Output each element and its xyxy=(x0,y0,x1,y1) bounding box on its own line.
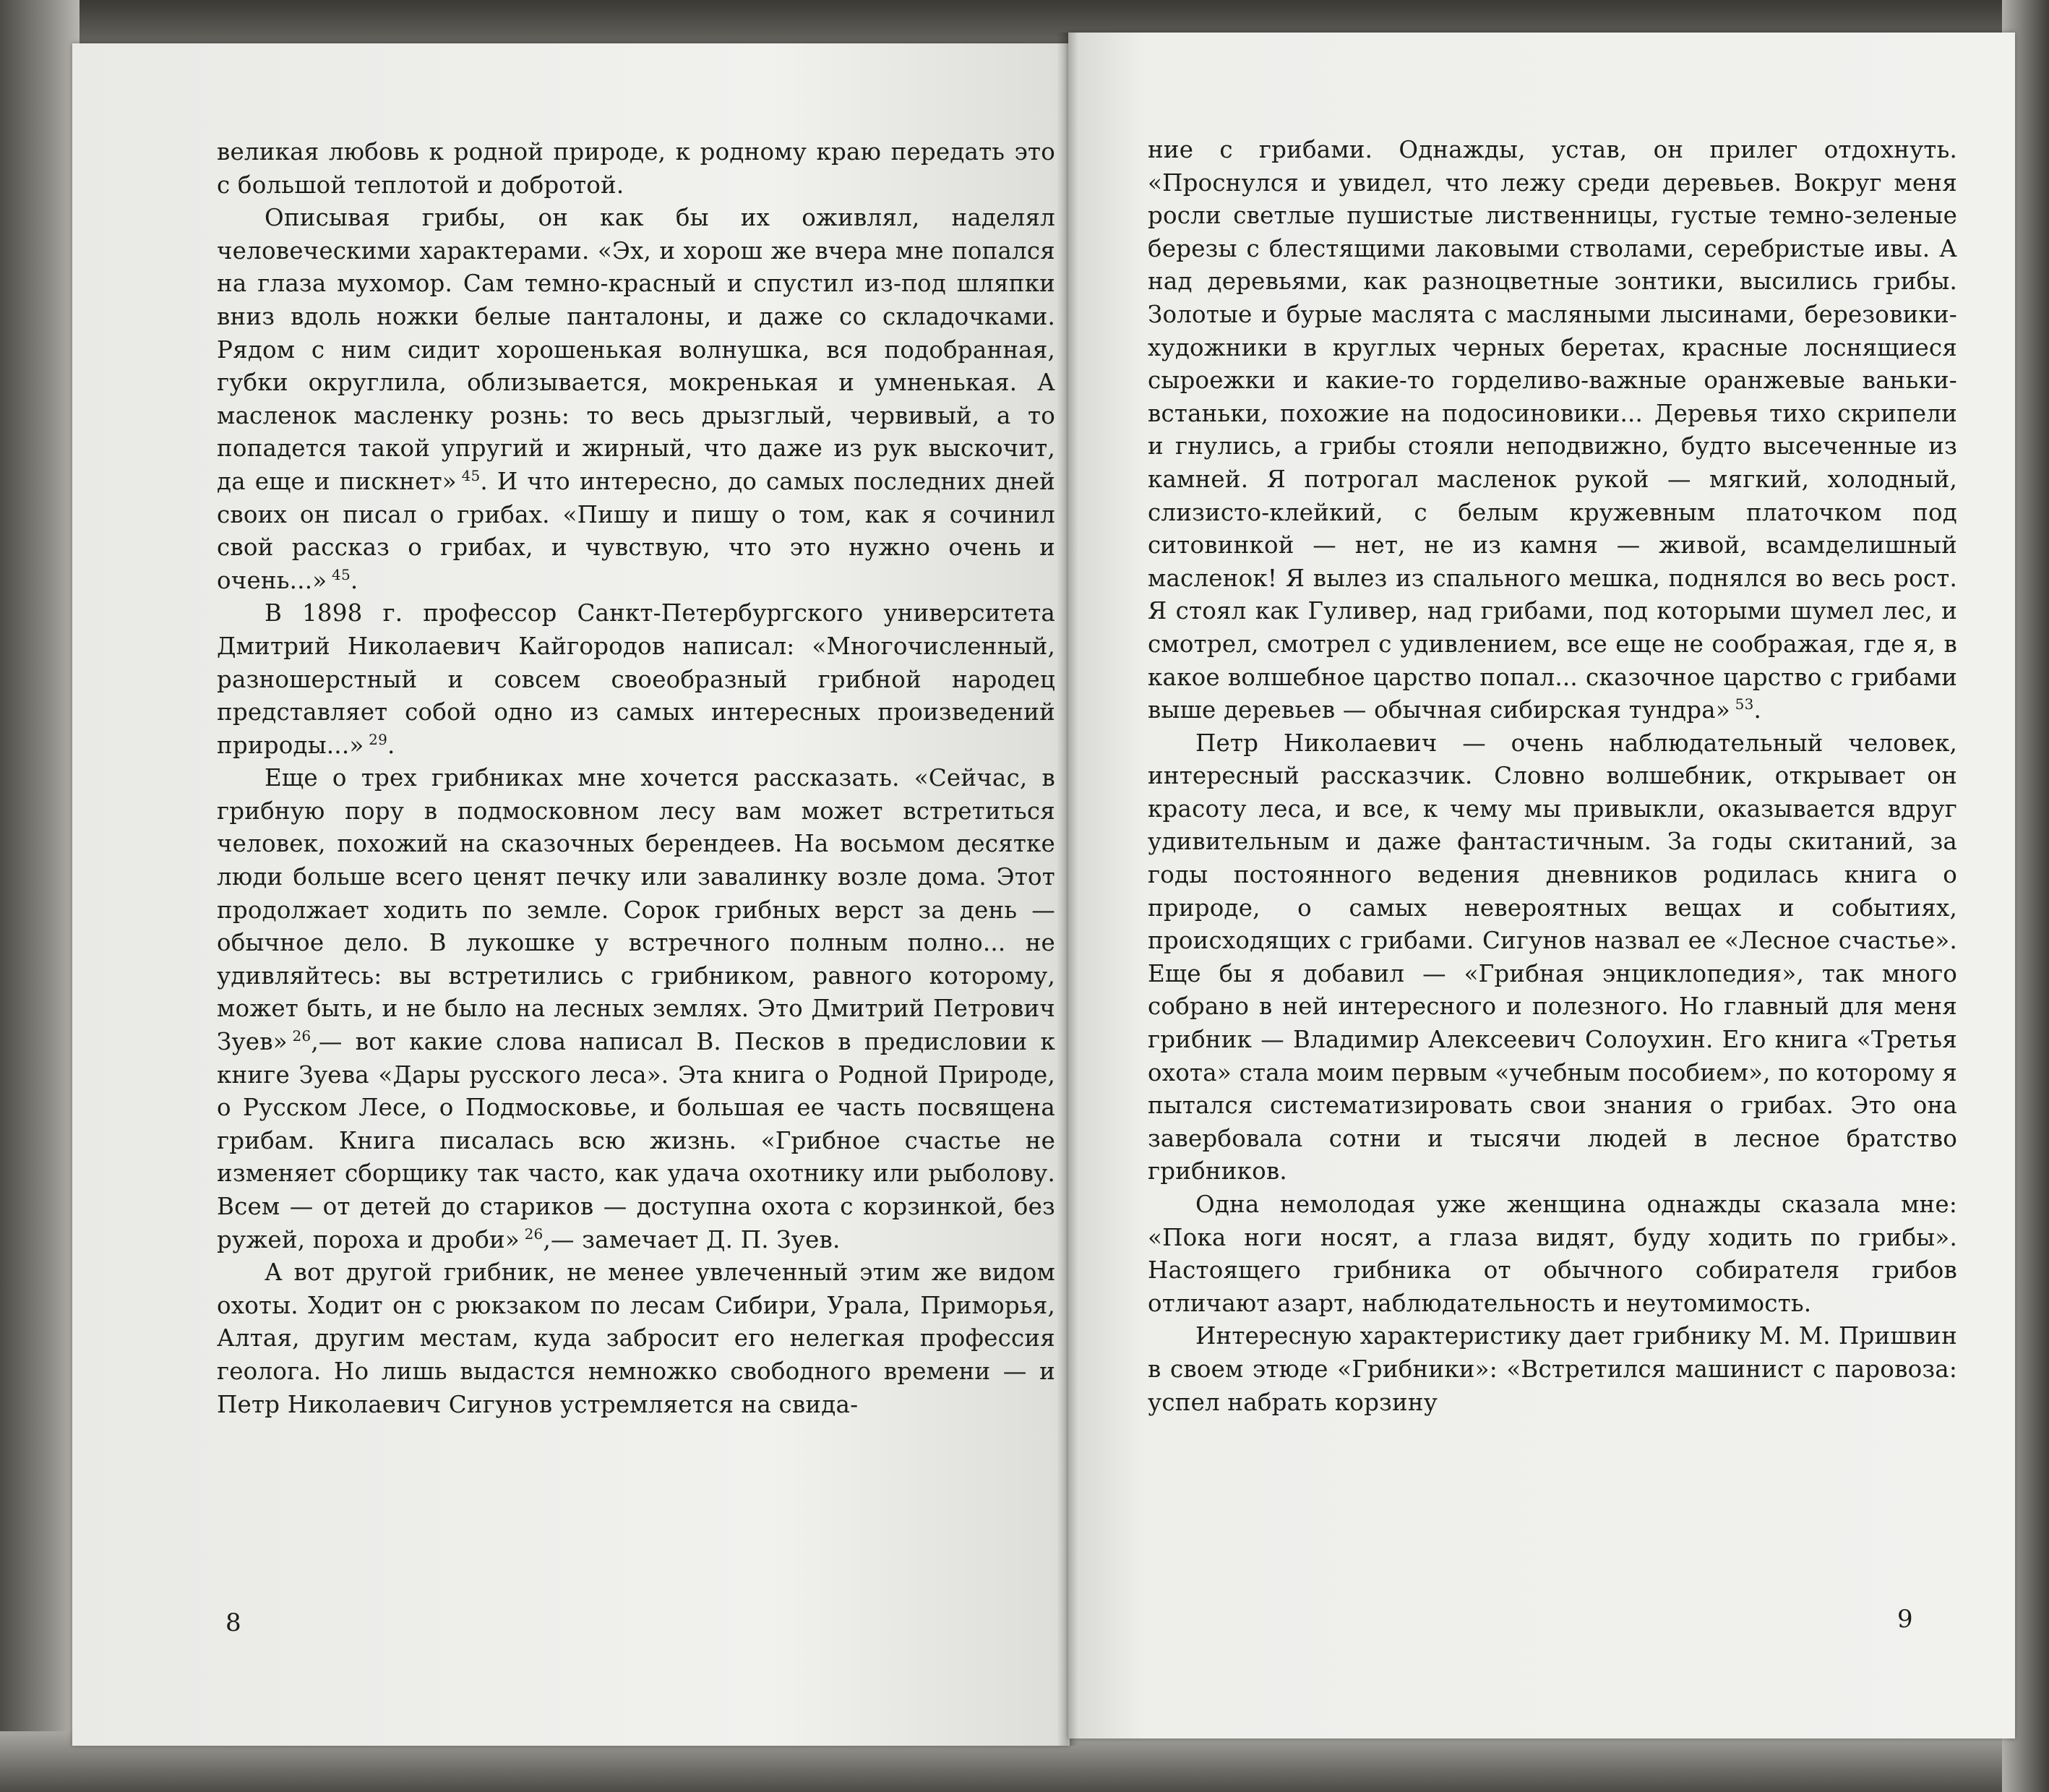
footnote-ref: 26 xyxy=(524,1225,544,1243)
background-left xyxy=(0,0,80,1792)
paragraph: В 1898 г. профессор Санкт-Петербургского университета Дмитрий Николаевич Кайгородов написал: «Многочисленный, разношерстный и совсем своеобразный грибной народец представляет собой одно из самых интересных произведений природы...» $^{29}$. xyxy=(217,599,1055,759)
page-number: 9 xyxy=(1897,1605,1913,1634)
paragraph: А вот другой грибник, не менее увлеченный этим же видом охоты. Ходит он с рюкзаком по лесам Сибири, Урала, Приморья, Алтая, другим местам, куда забросит его нелегкая профессия геолога. Но лишь выдастся немножко свободного времени — и Петр Николаевич Сигунов устремляется на свида- xyxy=(217,1259,1055,1418)
paragraph: Одна немолодая уже женщина однажды сказала мне: «Пока ноги носят, а глаза видят, буду ходить по грибы». Настоящего грибника от обычного собирателя грибов отличают азарт, наблюдательность и неутомимость. xyxy=(1148,1191,1957,1317)
paragraph: Петр Николаевич — очень наблюдательный человек, интересный рассказчик. Словно волшебник, открывает он красоту леса, и все, к чему мы привыкли, оказывается вдруг удивительным и даже фантастичным. За годы скитаний, за годы постоянного ведения дневников родилась книга о природе, о самых невероятных вещах и событиях, происходящих с грибами. Сигунов назвал ее «Лесное счастье». Еще бы я добавил — «Грибная энциклопедия», так много собрано в ней интересного и полезного. Но главный для меня грибник — Владимир Алексеевич Солоухин. Его книга «Третья охота» стала моим первым «учебным пособием», по которому я пытался систематизировать свои знания о грибах. Это она завербовала сотни и тысячи людей в лесное братство грибников. xyxy=(1148,729,1957,1186)
left-page xyxy=(72,43,1070,1746)
footnote-ref: 45 xyxy=(461,467,481,485)
footnote-ref: 45 xyxy=(332,565,351,583)
paragraph: Интересную характеристику дает грибнику М. М. Пришвин в своем этюде «Грибники»: «Встретился машинист с паровоза: успел набрать корзину xyxy=(1148,1322,1957,1416)
right-page xyxy=(1068,33,2015,1739)
footnote-ref: 26 xyxy=(292,1027,312,1045)
right-page-text xyxy=(1148,134,1957,1419)
left-page-text xyxy=(217,136,1055,1421)
paragraph: великая любовь к родной природе, к родному краю передать это с большой теплотой и добротой. xyxy=(217,138,1055,199)
footnote-ref: 29 xyxy=(369,730,388,748)
paragraph: Описывая грибы, он как бы их оживлял, наделял человеческими характерами. «Эх, и хорош же вчера мне попался на глаза мухомор. Сам темно-красный и спустил из-под шляпки вниз вдоль ножки белые панталоны, и даже со складочками. Рядом с ним сидит хорошенькая волнушка, вся подобранная, губки округлила, облизывается, мокренькая и умненькая. А масленок масленку рознь: то весь дрызглый, червивый, а то попадется такой упругий и жирный, что даже из рук выскочит, да еще и пискнет» $^{45}$. И что интересно, до самых последних дней своих он писал о грибах. «Пишу и пишу о том, как я сочинил свой рассказ о грибах, и чувствую, что это нужно очень и очень...» $^{45}$. xyxy=(217,204,1055,594)
book-gutter xyxy=(1057,33,1078,1746)
paragraph: ние с грибами. Однажды, устав, он прилег отдохнуть. «Проснулся и увидел, что лежу среди деревьев. Вокруг меня росли светлые пушистые лиственницы, густые темно-зеленые березы с блестящими лаковыми стволами, серебристые ивы. А над деревьями, как разноцветные зонтики, высились грибы. Золотые и бурые маслята с масляными лысинами, березовики-художники в круглых черных беретах, красные лоснящиеся сыроежки и какие-то горделиво-важные оранжевые ваньки-встаньки, похожие на подосиновики... Деревья тихо скрипели и гнулись, а грибы стояли неподвижно, будто высеченные из камней. Я потрогал масленок рукой — мягкий, холодный, слизисто-клейкий, с белым кружевным платочком под ситовинкой — нет, не из камня — живой, всамделишный масленок! Я вылез из спального мешка, поднялся во весь рост. Я стоял как Гуливер, над грибами, под которыми шумел лес, и смотрел, смотрел с удивлением, все еще не соображая, где я, в какое волшебное царство попал... сказочное царство с грибами выше деревьев — обычная сибирская тундра» $^{53}$. xyxy=(1148,136,1957,724)
page-number: 8 xyxy=(225,1608,241,1637)
footnote-ref: 53 xyxy=(1735,695,1754,713)
paragraph: Еще о трех грибниках мне хочется рассказать. «Сейчас, в грибную пору в подмосковном лесу вам может встретиться человек, похожий на сказочных берендеев. На восьмом десятке люди больше всего ценят печку или завалинку возле дома. Этот продолжает ходить по земле. Сорок грибных верст за день — обычное дело. В лукошке у встречного полным полно... не удивляйтесь: вы встретились с грибником, равного которому, может быть, и не было на лесных землях. Это Дмитрий Петрович Зуев» $^{26}$,— вот какие слова написал В. Песков в предисловии к книге Зуева «Дары русского леса». Эта книга о Родной Природе, о Русском Лесе, о Подмосковье, и большая ее часть посвящена грибам. Книга писалась всю жизнь. «Грибное счастье не изменяет сборщику так часто, как удача охотнику или рыболову. Всем — от детей до стариков — доступна охота с корзинкой, без ружей, пороха и дроби» $^{26}$,— замечает Д. П. Зуев. xyxy=(217,764,1055,1253)
